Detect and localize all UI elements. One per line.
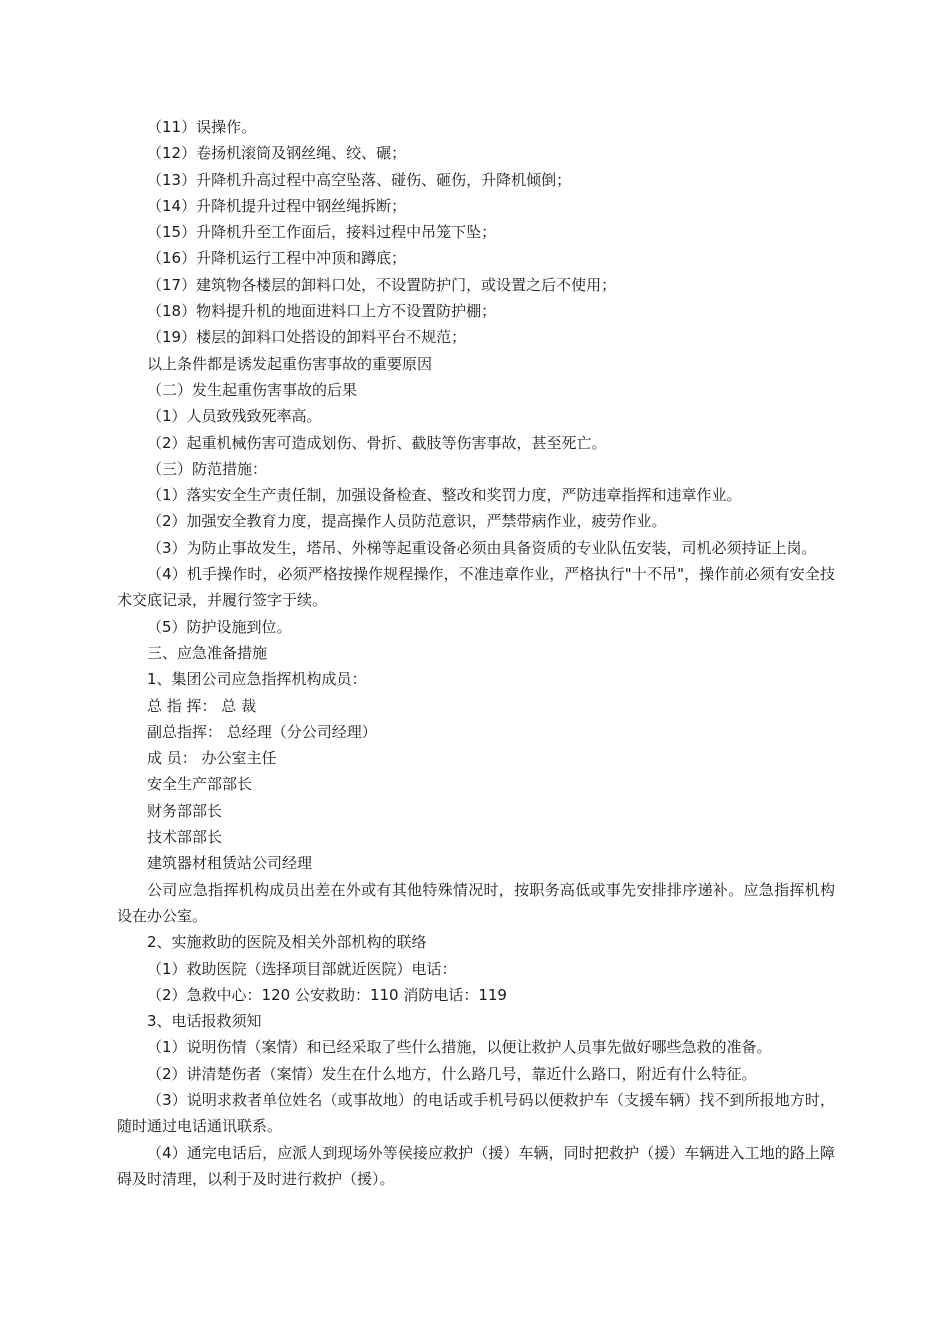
paragraph: （三）防范措施：: [147, 459, 268, 478]
paragraph: （17）建筑物各楼层的卸料口处，不设置防护门，或设置之后不使用；: [147, 275, 617, 294]
paragraph: （4）通完电话后，应派人到现场外等侯接应救护（援）车辆，同时把救护（援）车辆进入工地的路上障碍及时清理，以利于及时进行救护（援）。: [117, 1143, 835, 1188]
paragraph: （二）发生起重伤害事故的后果: [147, 380, 358, 399]
paragraph: （12）卷扬机滚筒及钢丝绳、绞、碾；: [147, 144, 407, 163]
paragraph: 公司应急指挥机构成员出差在外或有其他特殊情况时，按职务高低或事先安排排序递补。应急指挥机构设在办公室。: [117, 880, 835, 925]
paragraph: （11）误操作。: [147, 118, 257, 136]
paragraph: （4）机手操作时，必须严格按操作规程操作，不准违章作业，严格执行"十不吊"，操作前必须有安全技术交底记录，并履行签字于续。: [117, 565, 835, 610]
paragraph: 三、应急准备措施: [147, 643, 268, 662]
paragraph: （16）升降机运行工程中冲顶和蹲底；: [147, 249, 407, 268]
paragraph: （1）人员致残致死率高。: [147, 407, 322, 426]
paragraph: （2）加强安全教育力度，提高操作人员防范意识，严禁带病作业，疲劳作业。: [147, 512, 667, 531]
paragraph: （1）说明伤情（案情）和已经采取了些什么措施，以便让救护人员事先做好哪些急救的准备。: [147, 1038, 772, 1057]
paragraph: 3、电话报救须知: [147, 1012, 262, 1031]
paragraph: （18）物料提升机的地面进料口上方不设置防护棚；: [147, 302, 497, 321]
paragraph: 1、集团公司应急指挥机构成员：: [147, 670, 367, 689]
paragraph: （1）救助医院（选择项目部就近医院）电话：: [147, 959, 457, 978]
paragraph: 副总指挥： 总经理（分公司经理）: [147, 722, 377, 741]
paragraph: 总 指 挥： 总 裁: [147, 696, 257, 715]
paragraph: 技术部部长: [147, 828, 223, 847]
paragraph: 以上条件都是诱发起重伤害事故的重要原因: [147, 354, 433, 373]
paragraph: 财务部部长: [147, 801, 223, 820]
paragraph: （13）升降机升高过程中高空坠落、碰伤、砸伤，升降机倾倒；: [147, 170, 572, 189]
paragraph: （2）急救中心：120 公安救助：110 消防电话：119: [147, 985, 507, 1004]
paragraph: （3）说明求救者单位姓名（或事故地）的电话或手机号码以便救护车（支援车辆）找不到所报地方时，随时通过电话通讯联系。: [117, 1090, 835, 1136]
paragraph: （3）为防止事故发生，塔吊、外梯等起重设备必须由具备资质的专业队伍安装，司机必须持证上岗。: [147, 538, 817, 557]
paragraph: （19）楼层的卸料口处搭设的卸料平台不规范；: [147, 328, 467, 347]
paragraph: 安全生产部部长: [147, 775, 253, 794]
paragraph: 建筑器材租赁站公司经理: [147, 854, 313, 873]
paragraph: （2）起重机械伤害可造成划伤、骨折、截肢等伤害事故，甚至死亡。: [147, 433, 607, 452]
paragraph: 2、实施救助的医院及相关外部机构的联络: [147, 933, 427, 952]
paragraph: （15）升降机升至工作面后，接料过程中吊笼下坠；: [147, 223, 497, 242]
paragraph: （2）讲清楚伤者（案情）发生在什么地方，什么路几号，靠近什么路口，附近有什么特征。: [147, 1064, 757, 1083]
paragraph: （1）落实安全生产责任制，加强设备检查、整改和奖罚力度，严防违章指挥和违章作业。: [147, 486, 742, 505]
paragraph: 成 员： 办公室主任: [147, 749, 277, 768]
document-body: [117, 114, 835, 1192]
paragraph: （14）升降机提升过程中钢丝绳拆断；: [147, 196, 407, 215]
paragraph: （5）防护设施到位。: [147, 617, 292, 636]
